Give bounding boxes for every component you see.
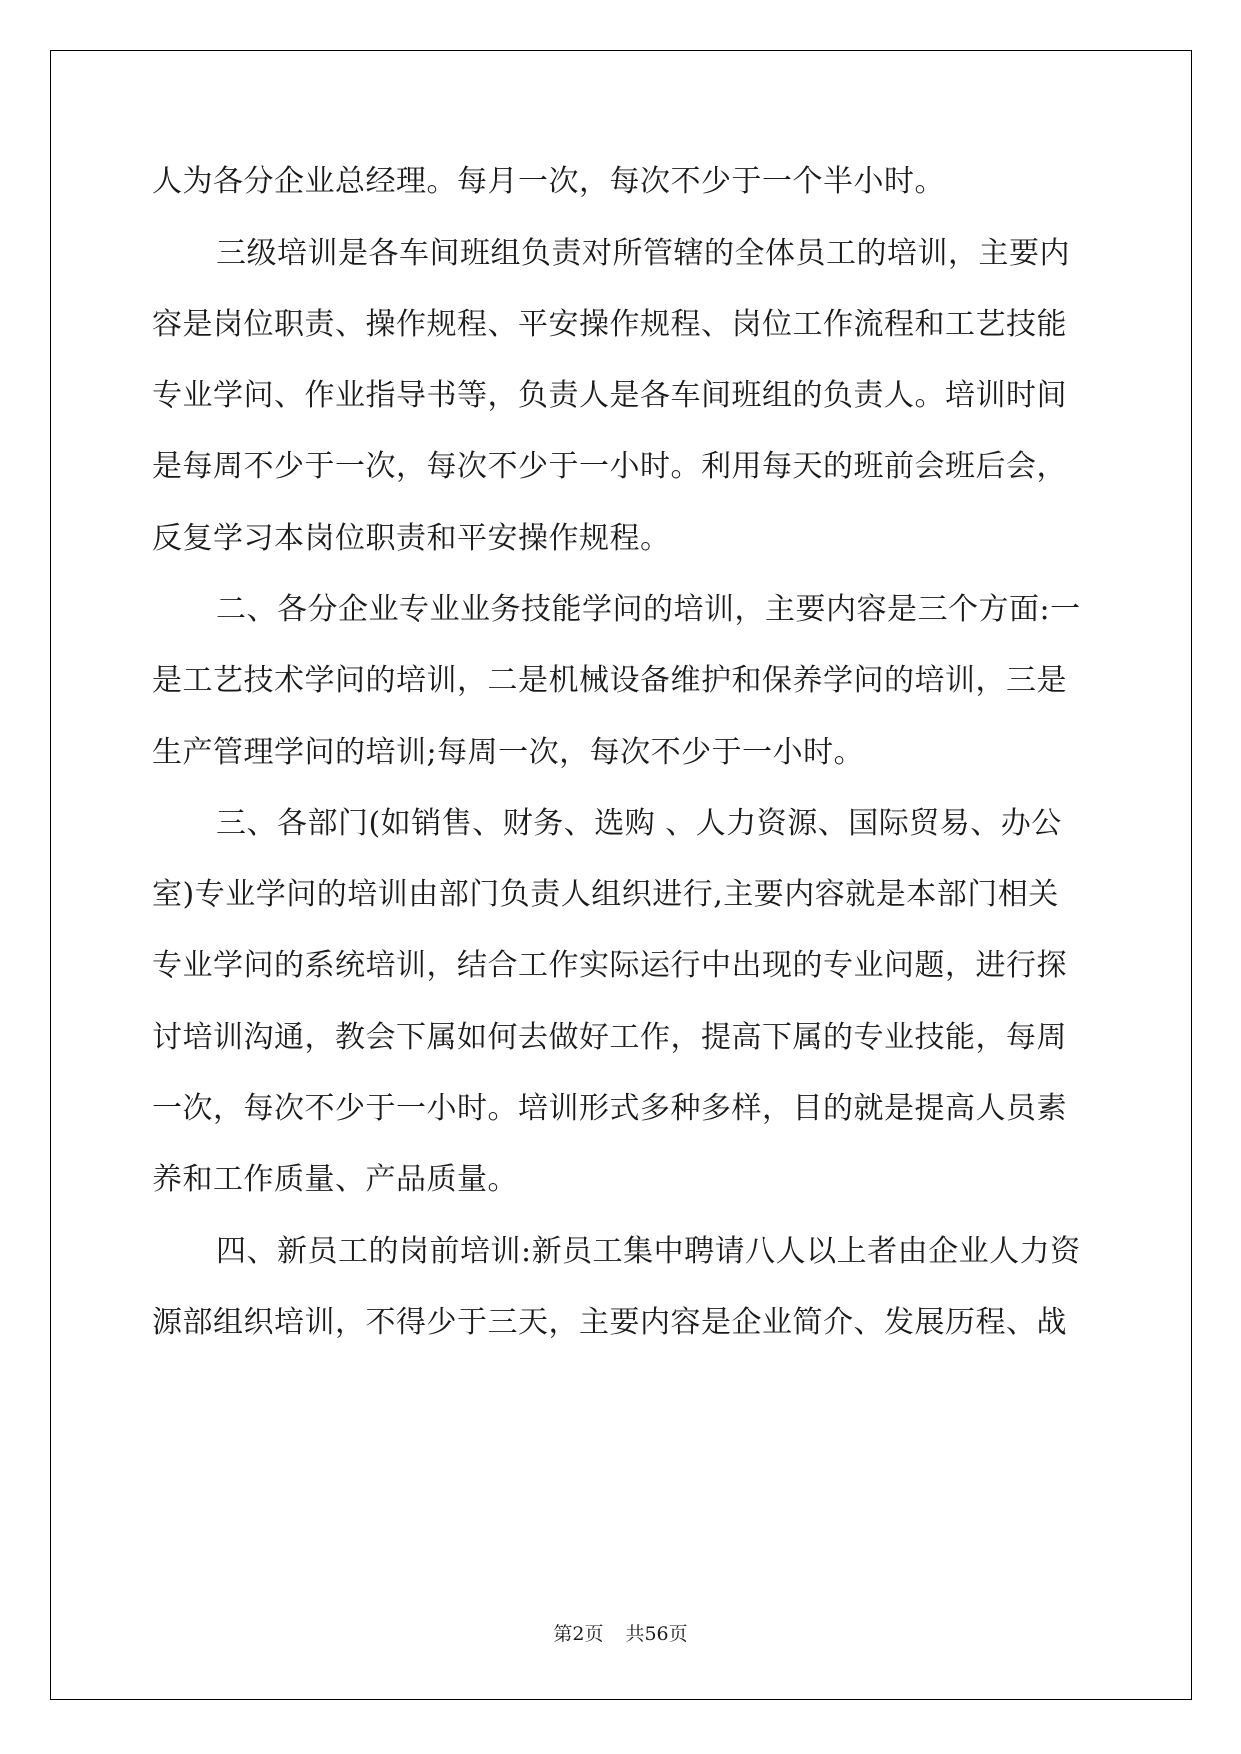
text-line: 是每周不少于一次，每次不少于一小时。利用每天的班前会班后会，: [152, 449, 1067, 484]
text-line: 养和工作质量、产品质量。: [152, 1162, 518, 1197]
text-line: 讨培训沟通，教会下属如何去做好工作，提高下属的专业技能，每周: [152, 1020, 1067, 1055]
text-line: 二、各分企业专业业务技能学问的培训，主要内容是三个方面:一: [216, 592, 1081, 627]
page-number: 第2页: [553, 1623, 604, 1645]
text-line: 生产管理学问的培训;每周一次，每次不少于一小时。: [152, 735, 865, 770]
text-line: 反复学习本岗位职责和平安操作规程。: [152, 521, 671, 556]
text-line: 源部组织培训，不得少于三天，主要内容是企业简介、发展历程、战: [152, 1305, 1067, 1340]
text-line: 是工艺技术学问的培训，二是机械设备维护和保养学问的培训，三是: [152, 663, 1067, 698]
page-footer: [0, 1622, 1241, 1646]
text-line: 四、新员工的岗前培训:新员工集中聘请八人以上者由企业人力资: [216, 1234, 1081, 1269]
text-line: 人为各分企业总经理。每月一次，每次不少于一个半小时。: [152, 164, 945, 199]
text-line: 三级培训是各车间班组负责对所管辖的全体员工的培训，主要内: [216, 236, 1070, 271]
text-line: 专业学问的系统培训，结合工作实际运行中出现的专业问题，进行探: [152, 948, 1067, 983]
text-line: 三、各部门(如销售、财务、选购 、人力资源、国际贸易、办公: [216, 806, 1062, 841]
text-line: 一次，每次不少于一小时。培训形式多种多样，目的就是提高人员素: [152, 1091, 1067, 1126]
text-line: 容是岗位职责、操作规程、平安操作规程、岗位工作流程和工艺技能: [152, 307, 1067, 342]
text-line: 室)专业学问的培训由部门负责人组织进行,主要内容就是本部门相关: [152, 877, 1059, 912]
text-line: 专业学问、作业指导书等，负责人是各车间班组的负责人。培训时间: [152, 378, 1067, 413]
page-total: 共56页: [625, 1623, 688, 1645]
